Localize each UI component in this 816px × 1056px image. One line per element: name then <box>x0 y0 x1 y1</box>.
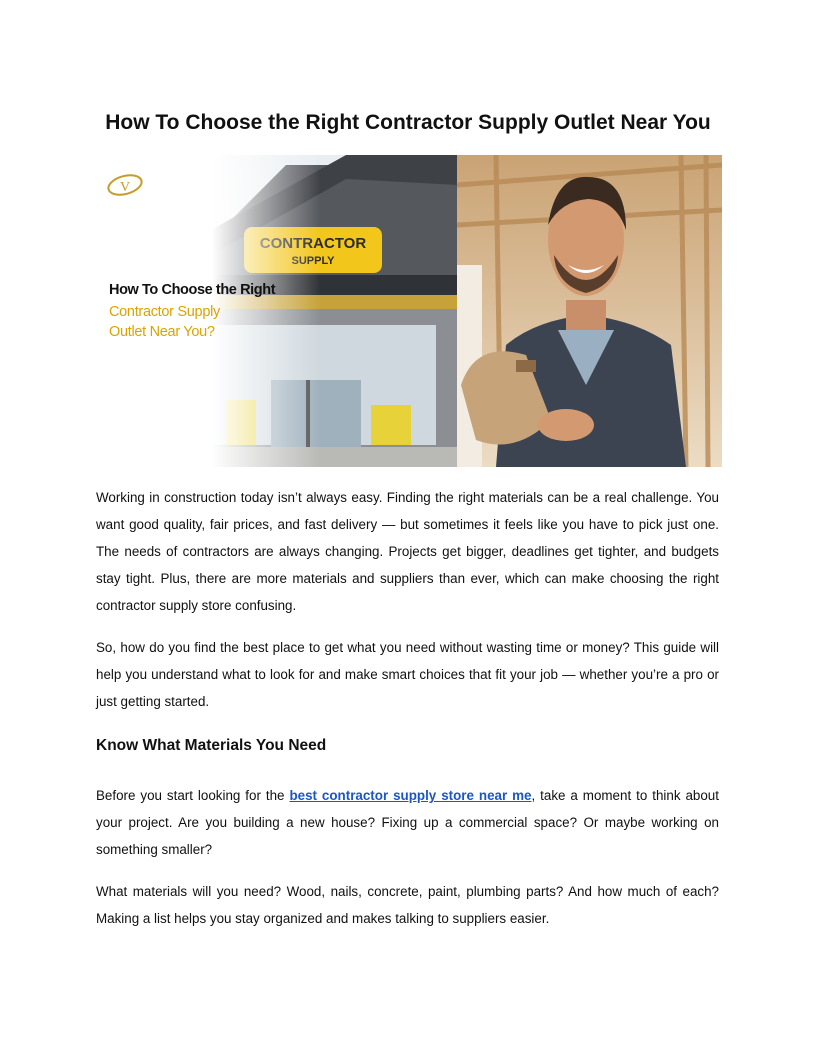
paragraph-list: What materials will you need? Wood, nails, concrete, paint, plumbing parts? And how much of each? Making a list helps you stay organized and makes talking to suppliers easier. <box>96 884 719 926</box>
section-heading: Know What Materials You Need <box>96 737 327 754</box>
paragraph-materials <box>96 782 719 863</box>
paragraph-materials-start: Before you start looking for the <box>96 788 290 803</box>
banner-headline-line2: Contractor Supply <box>109 304 220 320</box>
page-title: How To Choose the Right Contractor Supply Outlet Near You <box>105 111 711 134</box>
logo-letter: V <box>119 180 131 195</box>
paragraph-guide: So, how do you find the best place to get what you need without wasting time or money? This guide will help you understand what to look for and make smart choices that fit your job — whether you’re a pro or just getting started. <box>96 640 719 709</box>
banner-headline-sub <box>109 302 220 342</box>
best-contractor-supply-link[interactable]: best contractor supply store near me <box>289 788 532 803</box>
paragraph-materials-end: , take a moment to think about your project. Are you building a new house? Fixing up a commercial space? Or maybe working on something smaller? <box>96 788 719 857</box>
banner-headline-line3: Outlet Near You? <box>109 324 215 340</box>
hero-banner-image <box>96 155 722 467</box>
paragraph-intro: Working in construction today isn’t always easy. Finding the right materials can be a real challenge. You want good quality, fair prices, and fast delivery — but sometimes it feels like you have to pick just one. The needs of contractors are always changing. Projects get bigger, deadlines get tighter, and budgets stay tight. Plus, there are more materials and suppliers than ever, which can make choosing the right contractor supply store confusing. <box>96 490 719 613</box>
banner-headline-line1: How To Choose the Right <box>109 282 276 298</box>
